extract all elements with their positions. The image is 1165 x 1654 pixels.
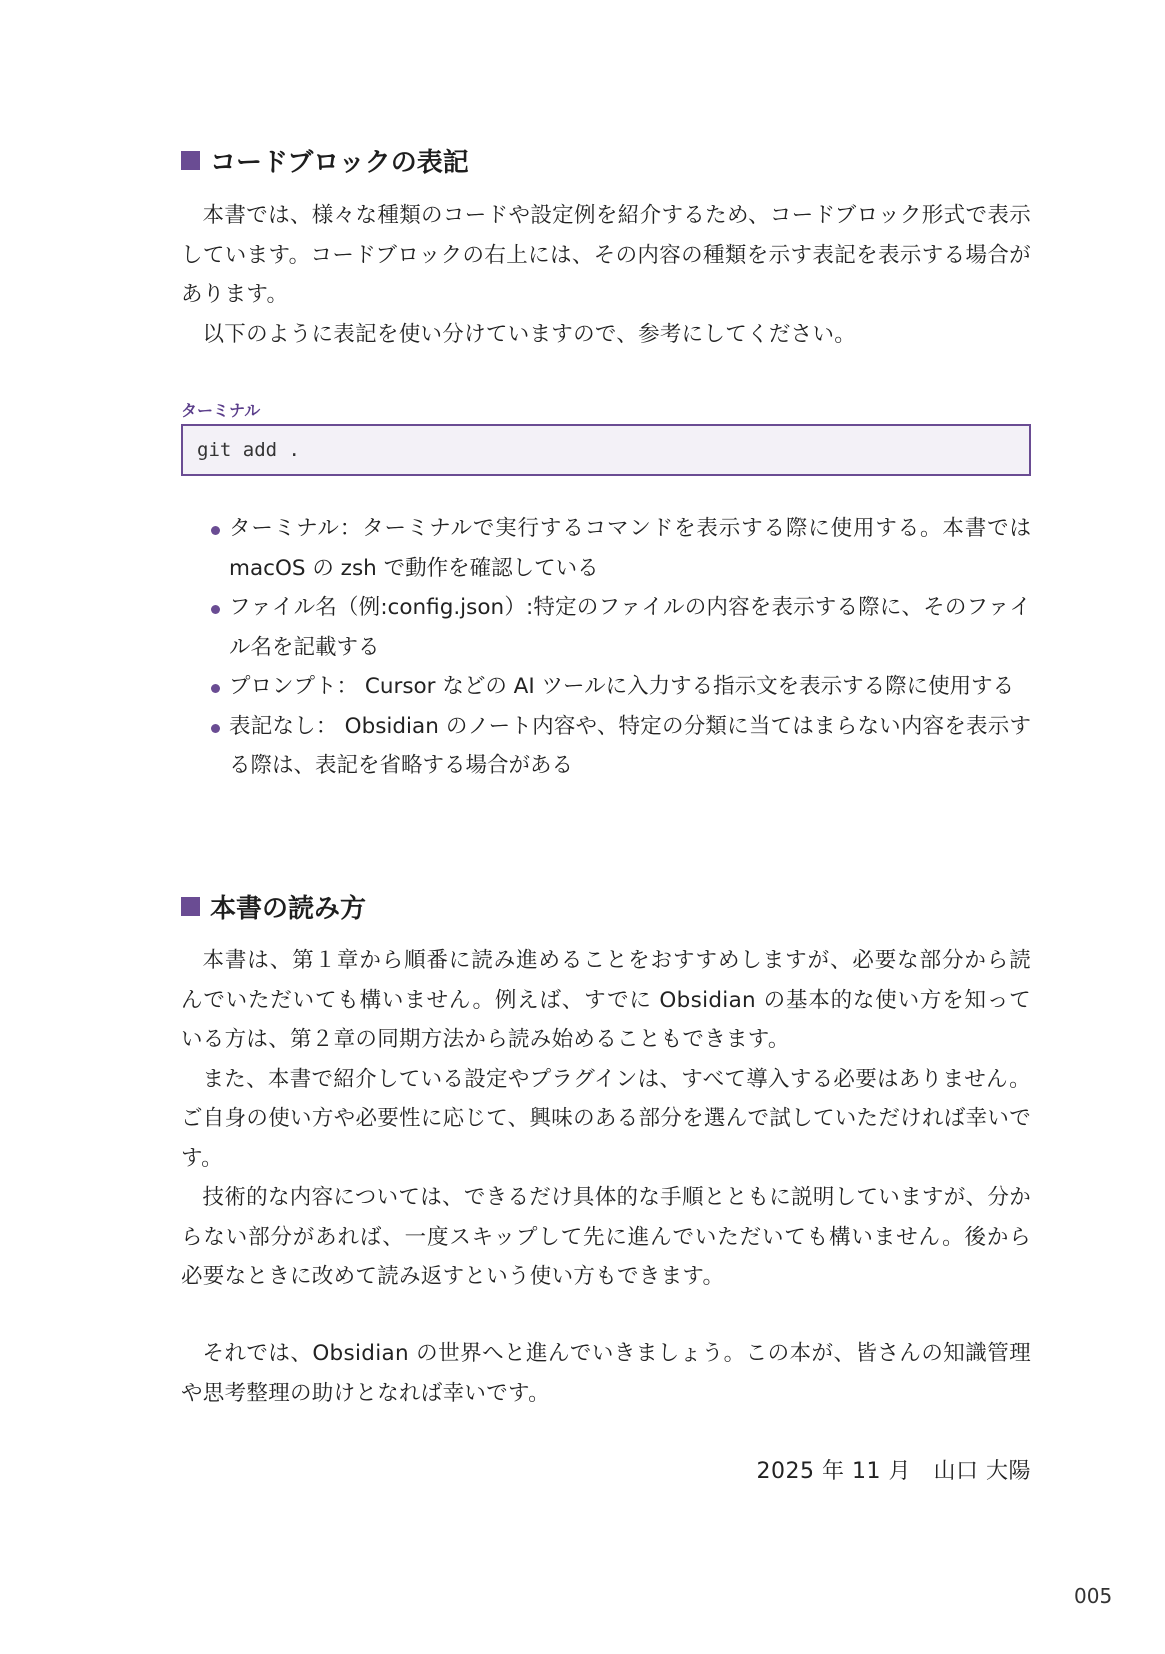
section-title: コードブロックの表記 <box>210 147 469 178</box>
page-number: 005 <box>1074 1584 1113 1608</box>
notation-list <box>211 509 1031 786</box>
heading-square-marker <box>181 151 200 170</box>
list-item <box>211 707 1031 786</box>
section-title: 本書の読み方 <box>210 893 367 924</box>
paragraph: 技術的な内容については、できるだけ具体的な手順とともに説明していますが、分からない部分があれば、一度スキップして先に進んでいただいても構いません。後から必要なときに改めて読み返すという使い方もできます。 <box>181 1185 1031 1289</box>
list-item-text: プロンプト： Cursor などの AI ツールに入力する指示文を表示する際に使用する <box>229 674 1015 699</box>
paragraph: 以下のように表記を使い分けていますので、参考にしてください。 <box>202 321 857 347</box>
code-block <box>181 424 1031 476</box>
section-heading-code-block <box>181 140 469 180</box>
signature-line: 2025 年 11 月 山口 大陽 <box>756 1459 1031 1484</box>
code-block-label: ターミナル <box>181 401 261 420</box>
list-item-text: ファイル名（例:config.json）:特定のファイルの内容を表示する際に、そのファイル名を記載する <box>229 595 1031 660</box>
bullet-dot-icon <box>211 605 220 614</box>
how-to-read-text <box>181 941 1031 1297</box>
list-item-text: 表記なし： Obsidian のノート内容や、特定の分類に当てはまらない内容を表示する際は、表記を省略する場合がある <box>229 713 1031 778</box>
bullet-dot-icon <box>211 724 220 733</box>
bullet-dot-icon <box>211 526 220 535</box>
list-item <box>211 509 1031 588</box>
paragraph: それでは、Obsidian の世界へと進んでいきましょう。この本が、皆さんの知識管理や思考整理の助けとなれば幸いです。 <box>181 1341 1031 1406</box>
intro-text <box>181 196 1031 354</box>
list-item <box>211 588 1031 667</box>
bullet-dot-icon <box>211 684 220 693</box>
code-text: git add . <box>197 439 300 461</box>
paragraph: また、本書で紹介している設定やプラグインは、すべて導入する必要はありません。ご自身の使い方や必要性に応じて、興味のある部分を選んで試していただければ幸いです。 <box>181 1066 1031 1171</box>
paragraph: 本書では、様々な種類のコードや設定例を紹介するため、コードブロック形式で表示しています。コードブロックの右上には、その内容の種類を示す表記を表示する場合があります。 <box>181 203 1031 307</box>
section-heading-how-to-read <box>181 886 366 926</box>
list-item <box>211 667 1031 707</box>
closing-text <box>181 1334 1031 1413</box>
list-item-text: ターミナル：ターミナルで実行するコマンドを表示する際に使用する。本書では macOS の zsh で動作を確認している <box>229 516 1031 581</box>
paragraph: 本書は、第１章から順番に読み進めることをおすすめしますが、必要な部分から読んでいただいても構いません。例えば、すでに Obsidian の基本的な使い方を知っている方は、第２章の同期方法から読み始めることもできます。 <box>181 948 1031 1052</box>
heading-square-marker <box>181 897 200 916</box>
